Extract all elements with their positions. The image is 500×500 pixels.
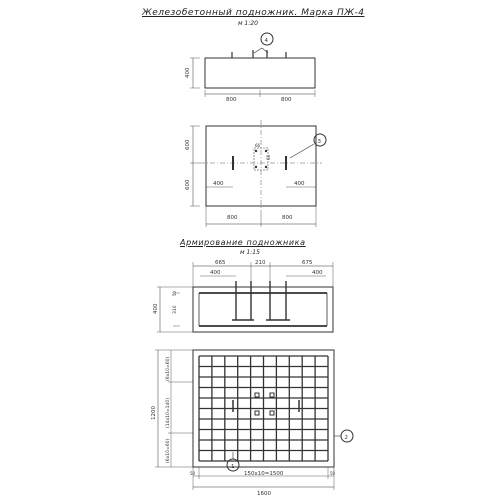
footing-elevation (185, 33, 315, 103)
rp-v3: (6x10=60) (166, 438, 171, 463)
plan-width-right: 800 (282, 215, 293, 221)
section-w3: 675 (302, 260, 313, 266)
elev-height-dim: 400 (185, 67, 191, 78)
reinforcement-section (153, 260, 333, 332)
section-h2: 50 (172, 290, 177, 296)
rp-edge-left: 50 (190, 471, 196, 476)
rp-v2: (14x10=140) (166, 398, 171, 428)
callout-1-label: 1 (231, 464, 235, 470)
section-w1: 665 (215, 260, 226, 266)
elev-width-right: 800 (281, 97, 292, 103)
plan-offset-right: 400 (294, 181, 305, 187)
drawing-title: Железобетонный подножник. Марка ПЖ-4 (142, 8, 365, 18)
plan-width-left: 800 (227, 215, 238, 221)
footing-plan (185, 120, 326, 227)
section-height: 400 (153, 303, 159, 314)
callout-3-label: 3 (317, 139, 321, 145)
plan-bolt-dim-1: 66 (255, 143, 261, 148)
elev-width-left: 800 (226, 97, 237, 103)
section-w2: 210 (255, 260, 266, 266)
callout-2-label: 2 (344, 435, 348, 441)
plan-offset-left: 400 (213, 181, 224, 187)
reinforcement-scale: м 1:15 (240, 249, 260, 256)
rp-total-height: 1200 (151, 406, 157, 420)
section-h1: 310 (173, 305, 178, 314)
rp-edge-right: 50 (330, 471, 336, 476)
section-a1: 400 (210, 270, 221, 276)
rp-v1: (6x10=60) (166, 356, 171, 381)
callout-4-label: 4 (264, 38, 268, 44)
rp-bottom-spacing: 150x10=1500 (244, 471, 284, 477)
plan-bolt-dim-2: 66 (266, 154, 271, 160)
section-a2: 400 (312, 270, 323, 276)
main-scale: м 1:20 (238, 20, 258, 27)
plan-height-top: 600 (185, 139, 191, 150)
rp-bottom-total: 1600 (257, 491, 271, 497)
reinforcement-plan (151, 350, 353, 497)
plan-height-bottom: 600 (185, 179, 191, 190)
reinforcement-title: Армирование подножника (180, 238, 306, 247)
